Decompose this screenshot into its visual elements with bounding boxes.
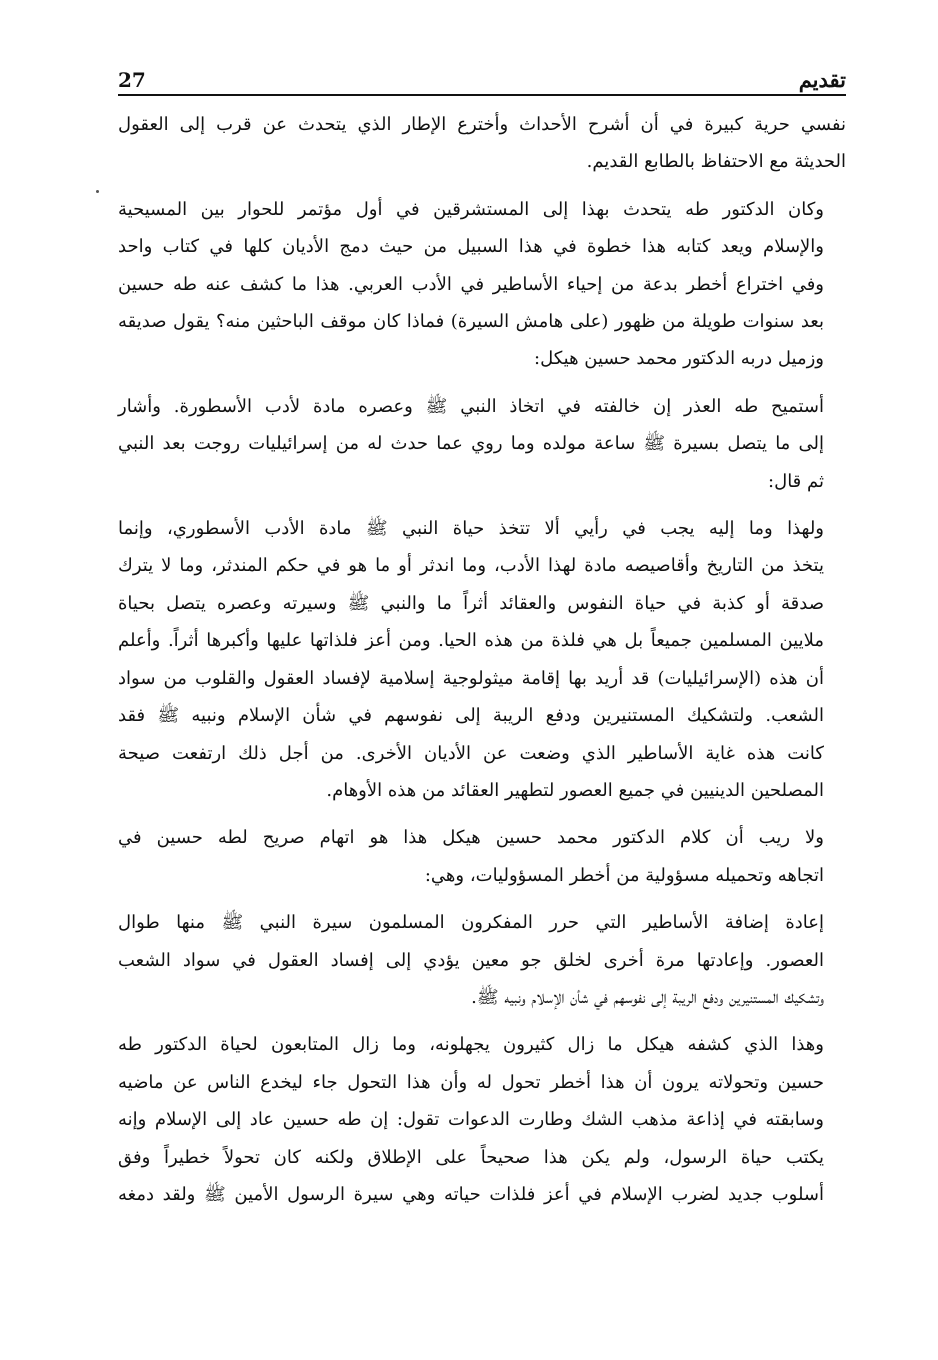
text-line: ملايين المسلمين جميعاً بل هي فلذة من هذه الحيا. ومن أعز فلذاتها عليها وأكبرها أثراً. وأعلم [118,630,824,652]
text-line: الحديثة مع الاحتفاظ بالطابع القديم. [586,151,846,173]
quote-paragraph-1 [118,388,846,500]
paragraph-4 [118,904,846,1016]
text-line: وزميل دربه الدكتور محمد حسين هيكل: [534,348,824,370]
text-line: أن هذه (الإسرائيليات) قد أريد بها إقامة ميثولوجية إسلامية لإفساد العقول والقلوب من سواد [118,667,824,689]
paragraph-3 [118,819,846,894]
text-line: وفي اختراع أخطر بدعة من إحياء الأساطير في الأدب العربي. هذا ما كشف عنه طه حسين [118,273,824,295]
text-line: كانت هذه غاية الأساطير الذي وضعت عن الأديان الأخرى. من أجل ذلك ارتفعت صيحة [118,742,824,764]
text-line: وهذا الذي كشفه هيكل ما زال كثيرون يجهلونه، وما زال المتابعون لحياة الدكتور طه [118,1034,824,1056]
text-line: وكان الدكتور طه يتحدث بهذا إلى المستشرقين في أول مؤتمر للحوار بين المسيحية [118,198,824,220]
text-line: صدقة أو كذبة في حياة النفوس والعقائد أثراً ما والنبي ﷺ وسيرته وعصره يتصل بحياة [118,592,824,614]
text-line: أستميح طه العذر إن خالفته في اتخاذ النبي ﷺ وعصره مادة لأدب الأسطورة. وأشار [118,395,824,417]
text-line: اتجاهه وتحميله مسؤولية من أخطر المسؤوليات، وهي: [424,864,824,886]
page-header [118,52,846,92]
text-line: بعد سنوات طويلة من ظهور (على هامش السيرة) فماذا كان موقف الباحثين منه؟ يقول صديقه [118,311,824,333]
running-title: تقديم [798,67,846,92]
margin-dot [96,190,99,193]
text-line: أسلوب جديد لضرب الإسلام في أعز فلذات حياته وهي سيرة الرسول الأمين ﷺ ولقد دمغه [118,1183,824,1205]
text-line: إلى ما يتصل بسيرة ﷺ ساعة مولده وما روي عما حدث له من إسرائيليات روجت بعد النبي [118,433,824,455]
text-line: الشعب. ولتشكيك المستنيرين ودفع الريبة إلى نفوسهم في شأن الإسلام ونبيه ﷺ فقد [118,705,824,727]
quote-paragraph-2 [118,510,846,809]
text-line: العصور. وإعادتها مرة أخرى لخلق جو معين يؤدي إلى إفساد العقول في سواد الشعب [118,949,824,971]
text-line: نفسي حرية كبيرة في أن أشرح الأحداث وأخترع الإطار الذي يتحدث عن قرب إلى العقول [118,114,846,135]
text-line: ولا ريب أن كلام الدكتور محمد حسين هيكل هذا هو اتهام صريح لطه حسين في [118,827,824,849]
text-line: حسين وتحولاته يرون أن هذا أخطر تحول له وأن هذا التحول جاء ليخدع الناس عن ماضيه [118,1071,824,1093]
paragraph-1 [118,106,846,181]
text-line: المصلحين الدينيين في جميع العصور لتطهير العقائد من هذه الأوهام. [326,779,824,801]
header-divider [118,94,846,96]
text-line: وتشكيك المستنيرين ودفع الريبة إلى نفوسهم في شأن الإسلام ونبيه ﷺ. [471,986,824,1008]
page-number: 27 [118,68,146,92]
paragraph-5 [118,1026,846,1213]
text-line: ولهذا وما إليه يجب في رأيي ألا تتخذ حياة النبي ﷺ مادة الأدب الأسطوري، وإنما [118,518,824,540]
paragraph-2 [118,191,846,378]
text-line: يتخذ من التاريخ وأقاصيصه مادة لهذا الأدب، وما اندثر أو ما هو في حكم المندثر، وما لا يترك [118,555,824,577]
text-line: يكتب حياة الرسول، ولم يكن هذا صحيحاً على الإطلاق ولكنه كان تحولاً خطيراً وفق [118,1146,824,1168]
text-line: والإسلام ويعد كتابه هذا خطوة في هذا السبيل من حيث دمج الأديان كلها في كتاب واحد [118,236,824,258]
body-text [118,106,846,1223]
text-line: وسابقته في إذاعة مذهب الشك وطارت الدعوات تقول: إن طه حسين عاد إلى الإسلام وإنه [118,1109,824,1131]
text-line: إعادة إضافة الأساطير التي حرر المفكرون المسلمون سيرة النبي ﷺ منها طوال [118,912,824,934]
text-line: ثم قال: [768,470,824,492]
